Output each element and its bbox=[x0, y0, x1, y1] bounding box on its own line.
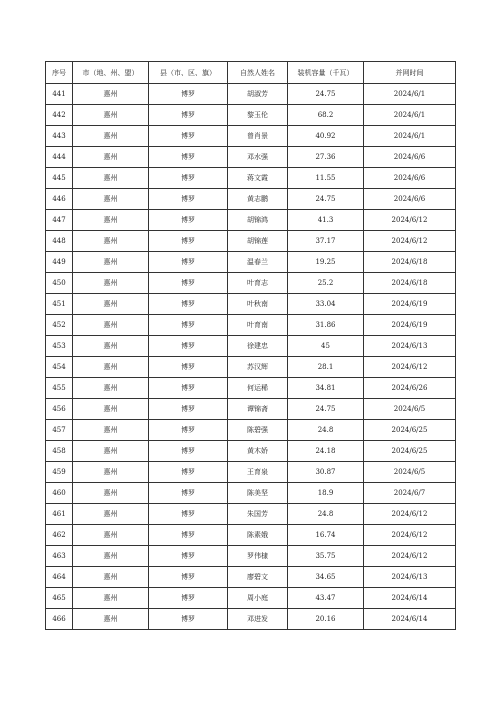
cell-person-name: 邓进发 bbox=[228, 609, 288, 630]
cell-capacity: 25.2 bbox=[288, 273, 364, 294]
cell-city: 惠州 bbox=[73, 441, 149, 462]
cell-capacity: 45 bbox=[288, 336, 364, 357]
cell-person-name: 黄木娇 bbox=[228, 441, 288, 462]
cell-city: 惠州 bbox=[73, 105, 149, 126]
cell-index: 465 bbox=[46, 588, 73, 609]
cell-capacity: 18.9 bbox=[288, 483, 364, 504]
cell-city: 惠州 bbox=[73, 420, 149, 441]
table-row bbox=[46, 336, 456, 357]
table-row bbox=[46, 441, 456, 462]
cell-grid-date: 2024/6/14 bbox=[364, 588, 456, 609]
cell-county: 博罗 bbox=[149, 210, 228, 231]
table-row bbox=[46, 546, 456, 567]
cell-city: 惠州 bbox=[73, 525, 149, 546]
cell-capacity: 19.25 bbox=[288, 252, 364, 273]
cell-grid-date: 2024/6/12 bbox=[364, 231, 456, 252]
cell-grid-date: 2024/6/19 bbox=[364, 315, 456, 336]
cell-grid-date: 2024/6/6 bbox=[364, 189, 456, 210]
cell-city: 惠州 bbox=[73, 189, 149, 210]
cell-capacity: 43.47 bbox=[288, 588, 364, 609]
cell-county: 博罗 bbox=[149, 525, 228, 546]
cell-county: 博罗 bbox=[149, 399, 228, 420]
cell-index: 458 bbox=[46, 441, 73, 462]
cell-index: 462 bbox=[46, 525, 73, 546]
cell-grid-date: 2024/6/26 bbox=[364, 378, 456, 399]
cell-index: 451 bbox=[46, 294, 73, 315]
table-row bbox=[46, 420, 456, 441]
cell-index: 455 bbox=[46, 378, 73, 399]
cell-index: 453 bbox=[46, 336, 73, 357]
cell-county: 博罗 bbox=[149, 357, 228, 378]
table-row bbox=[46, 462, 456, 483]
cell-city: 惠州 bbox=[73, 168, 149, 189]
cell-capacity: 31.86 bbox=[288, 315, 364, 336]
table-body bbox=[46, 84, 456, 630]
cell-city: 惠州 bbox=[73, 609, 149, 630]
cell-capacity: 24.75 bbox=[288, 84, 364, 105]
cell-grid-date: 2024/6/14 bbox=[364, 609, 456, 630]
cell-grid-date: 2024/6/12 bbox=[364, 525, 456, 546]
cell-person-name: 何运稀 bbox=[228, 378, 288, 399]
cell-capacity: 20.16 bbox=[288, 609, 364, 630]
cell-county: 博罗 bbox=[149, 84, 228, 105]
cell-city: 惠州 bbox=[73, 399, 149, 420]
cell-person-name: 叶秋南 bbox=[228, 294, 288, 315]
cell-city: 惠州 bbox=[73, 546, 149, 567]
cell-person-name: 陈素娥 bbox=[228, 525, 288, 546]
cell-county: 博罗 bbox=[149, 315, 228, 336]
cell-person-name: 廖碧文 bbox=[228, 567, 288, 588]
cell-index: 459 bbox=[46, 462, 73, 483]
cell-city: 惠州 bbox=[73, 483, 149, 504]
cell-capacity: 24.8 bbox=[288, 420, 364, 441]
col-header-city: 市（地、州、盟） bbox=[73, 62, 149, 84]
cell-county: 博罗 bbox=[149, 336, 228, 357]
cell-grid-date: 2024/6/13 bbox=[364, 336, 456, 357]
cell-county: 博罗 bbox=[149, 420, 228, 441]
cell-grid-date: 2024/6/1 bbox=[364, 105, 456, 126]
table-row bbox=[46, 504, 456, 525]
cell-city: 惠州 bbox=[73, 273, 149, 294]
cell-capacity: 30.87 bbox=[288, 462, 364, 483]
cell-index: 460 bbox=[46, 483, 73, 504]
cell-person-name: 温春兰 bbox=[228, 252, 288, 273]
cell-index: 444 bbox=[46, 147, 73, 168]
cell-index: 443 bbox=[46, 126, 73, 147]
cell-person-name: 邓水强 bbox=[228, 147, 288, 168]
cell-city: 惠州 bbox=[73, 84, 149, 105]
cell-city: 惠州 bbox=[73, 462, 149, 483]
cell-grid-date: 2024/6/18 bbox=[364, 273, 456, 294]
cell-person-name: 朱国芳 bbox=[228, 504, 288, 525]
cell-capacity: 24.8 bbox=[288, 504, 364, 525]
table-row bbox=[46, 231, 456, 252]
cell-city: 惠州 bbox=[73, 504, 149, 525]
cell-grid-date: 2024/6/19 bbox=[364, 294, 456, 315]
cell-person-name: 蒋文霞 bbox=[228, 168, 288, 189]
cell-capacity: 37.17 bbox=[288, 231, 364, 252]
table-row bbox=[46, 609, 456, 630]
col-header-capacity: 装机容量（千瓦） bbox=[288, 62, 364, 84]
cell-grid-date: 2024/6/12 bbox=[364, 357, 456, 378]
header-row bbox=[46, 62, 456, 84]
cell-grid-date: 2024/6/25 bbox=[364, 441, 456, 462]
cell-capacity: 34.81 bbox=[288, 378, 364, 399]
cell-person-name: 罗伟棣 bbox=[228, 546, 288, 567]
table-row bbox=[46, 315, 456, 336]
table-row bbox=[46, 189, 456, 210]
cell-index: 457 bbox=[46, 420, 73, 441]
cell-grid-date: 2024/6/12 bbox=[364, 210, 456, 231]
cell-capacity: 34.65 bbox=[288, 567, 364, 588]
cell-grid-date: 2024/6/25 bbox=[364, 420, 456, 441]
cell-city: 惠州 bbox=[73, 357, 149, 378]
cell-index: 448 bbox=[46, 231, 73, 252]
cell-grid-date: 2024/6/5 bbox=[364, 462, 456, 483]
cell-grid-date: 2024/6/1 bbox=[364, 84, 456, 105]
cell-capacity: 35.75 bbox=[288, 546, 364, 567]
cell-city: 惠州 bbox=[73, 210, 149, 231]
cell-person-name: 王育泉 bbox=[228, 462, 288, 483]
cell-index: 464 bbox=[46, 567, 73, 588]
cell-person-name: 胡锦鸿 bbox=[228, 210, 288, 231]
cell-county: 博罗 bbox=[149, 147, 228, 168]
registry-table bbox=[45, 61, 456, 630]
cell-person-name: 叶育志 bbox=[228, 273, 288, 294]
cell-capacity: 24.18 bbox=[288, 441, 364, 462]
cell-person-name: 黎玉伦 bbox=[228, 105, 288, 126]
cell-grid-date: 2024/6/1 bbox=[364, 126, 456, 147]
cell-grid-date: 2024/6/12 bbox=[364, 546, 456, 567]
cell-county: 博罗 bbox=[149, 189, 228, 210]
cell-county: 博罗 bbox=[149, 378, 228, 399]
cell-person-name: 黄志鹏 bbox=[228, 189, 288, 210]
cell-grid-date: 2024/6/13 bbox=[364, 567, 456, 588]
cell-grid-date: 2024/6/18 bbox=[364, 252, 456, 273]
cell-city: 惠州 bbox=[73, 315, 149, 336]
cell-index: 449 bbox=[46, 252, 73, 273]
cell-capacity: 33.04 bbox=[288, 294, 364, 315]
cell-person-name: 叶育南 bbox=[228, 315, 288, 336]
cell-city: 惠州 bbox=[73, 231, 149, 252]
cell-index: 454 bbox=[46, 357, 73, 378]
cell-grid-date: 2024/6/12 bbox=[364, 504, 456, 525]
cell-index: 447 bbox=[46, 210, 73, 231]
cell-capacity: 68.2 bbox=[288, 105, 364, 126]
cell-capacity: 24.75 bbox=[288, 399, 364, 420]
cell-grid-date: 2024/6/7 bbox=[364, 483, 456, 504]
table-row bbox=[46, 105, 456, 126]
table-row bbox=[46, 378, 456, 399]
cell-county: 博罗 bbox=[149, 567, 228, 588]
cell-index: 466 bbox=[46, 609, 73, 630]
cell-city: 惠州 bbox=[73, 588, 149, 609]
cell-index: 461 bbox=[46, 504, 73, 525]
cell-index: 452 bbox=[46, 315, 73, 336]
cell-capacity: 16.74 bbox=[288, 525, 364, 546]
cell-county: 博罗 bbox=[149, 588, 228, 609]
table-row bbox=[46, 210, 456, 231]
cell-capacity: 11.55 bbox=[288, 168, 364, 189]
cell-index: 446 bbox=[46, 189, 73, 210]
cell-county: 博罗 bbox=[149, 231, 228, 252]
cell-grid-date: 2024/6/5 bbox=[364, 399, 456, 420]
cell-county: 博罗 bbox=[149, 105, 228, 126]
col-header-county: 县（市、区、旗） bbox=[149, 62, 228, 84]
cell-county: 博罗 bbox=[149, 504, 228, 525]
cell-index: 441 bbox=[46, 84, 73, 105]
cell-person-name: 苏汉辉 bbox=[228, 357, 288, 378]
cell-county: 博罗 bbox=[149, 168, 228, 189]
cell-county: 博罗 bbox=[149, 441, 228, 462]
cell-index: 463 bbox=[46, 546, 73, 567]
table-row bbox=[46, 483, 456, 504]
cell-county: 博罗 bbox=[149, 252, 228, 273]
table-row bbox=[46, 273, 456, 294]
cell-person-name: 陈碧强 bbox=[228, 420, 288, 441]
table-row bbox=[46, 357, 456, 378]
cell-city: 惠州 bbox=[73, 147, 149, 168]
cell-county: 博罗 bbox=[149, 294, 228, 315]
cell-person-name: 周小庭 bbox=[228, 588, 288, 609]
cell-capacity: 28.1 bbox=[288, 357, 364, 378]
cell-index: 450 bbox=[46, 273, 73, 294]
cell-index: 445 bbox=[46, 168, 73, 189]
cell-person-name: 陈美坚 bbox=[228, 483, 288, 504]
cell-person-name: 谭锦斋 bbox=[228, 399, 288, 420]
table-row bbox=[46, 84, 456, 105]
table-row bbox=[46, 252, 456, 273]
cell-city: 惠州 bbox=[73, 378, 149, 399]
cell-person-name: 徐建忠 bbox=[228, 336, 288, 357]
cell-capacity: 40.92 bbox=[288, 126, 364, 147]
table-header bbox=[46, 62, 456, 84]
table-row bbox=[46, 147, 456, 168]
table-row bbox=[46, 168, 456, 189]
cell-county: 博罗 bbox=[149, 609, 228, 630]
col-header-index: 序号 bbox=[46, 62, 73, 84]
cell-city: 惠州 bbox=[73, 252, 149, 273]
table-row bbox=[46, 588, 456, 609]
col-header-person-name: 自然人姓名 bbox=[228, 62, 288, 84]
cell-capacity: 24.75 bbox=[288, 189, 364, 210]
cell-index: 442 bbox=[46, 105, 73, 126]
cell-county: 博罗 bbox=[149, 126, 228, 147]
cell-grid-date: 2024/6/6 bbox=[364, 168, 456, 189]
cell-county: 博罗 bbox=[149, 273, 228, 294]
table-row bbox=[46, 126, 456, 147]
cell-person-name: 胡锦莲 bbox=[228, 231, 288, 252]
table-row bbox=[46, 567, 456, 588]
table-row bbox=[46, 294, 456, 315]
cell-city: 惠州 bbox=[73, 336, 149, 357]
cell-capacity: 27.36 bbox=[288, 147, 364, 168]
cell-capacity: 41.3 bbox=[288, 210, 364, 231]
cell-grid-date: 2024/6/6 bbox=[364, 147, 456, 168]
table-row bbox=[46, 399, 456, 420]
cell-county: 博罗 bbox=[149, 462, 228, 483]
cell-city: 惠州 bbox=[73, 294, 149, 315]
cell-county: 博罗 bbox=[149, 546, 228, 567]
cell-city: 惠州 bbox=[73, 567, 149, 588]
cell-person-name: 胡淑芳 bbox=[228, 84, 288, 105]
table-row bbox=[46, 525, 456, 546]
cell-person-name: 曾肖景 bbox=[228, 126, 288, 147]
cell-county: 博罗 bbox=[149, 483, 228, 504]
col-header-grid-date: 并网时间 bbox=[364, 62, 456, 84]
cell-index: 456 bbox=[46, 399, 73, 420]
cell-city: 惠州 bbox=[73, 126, 149, 147]
